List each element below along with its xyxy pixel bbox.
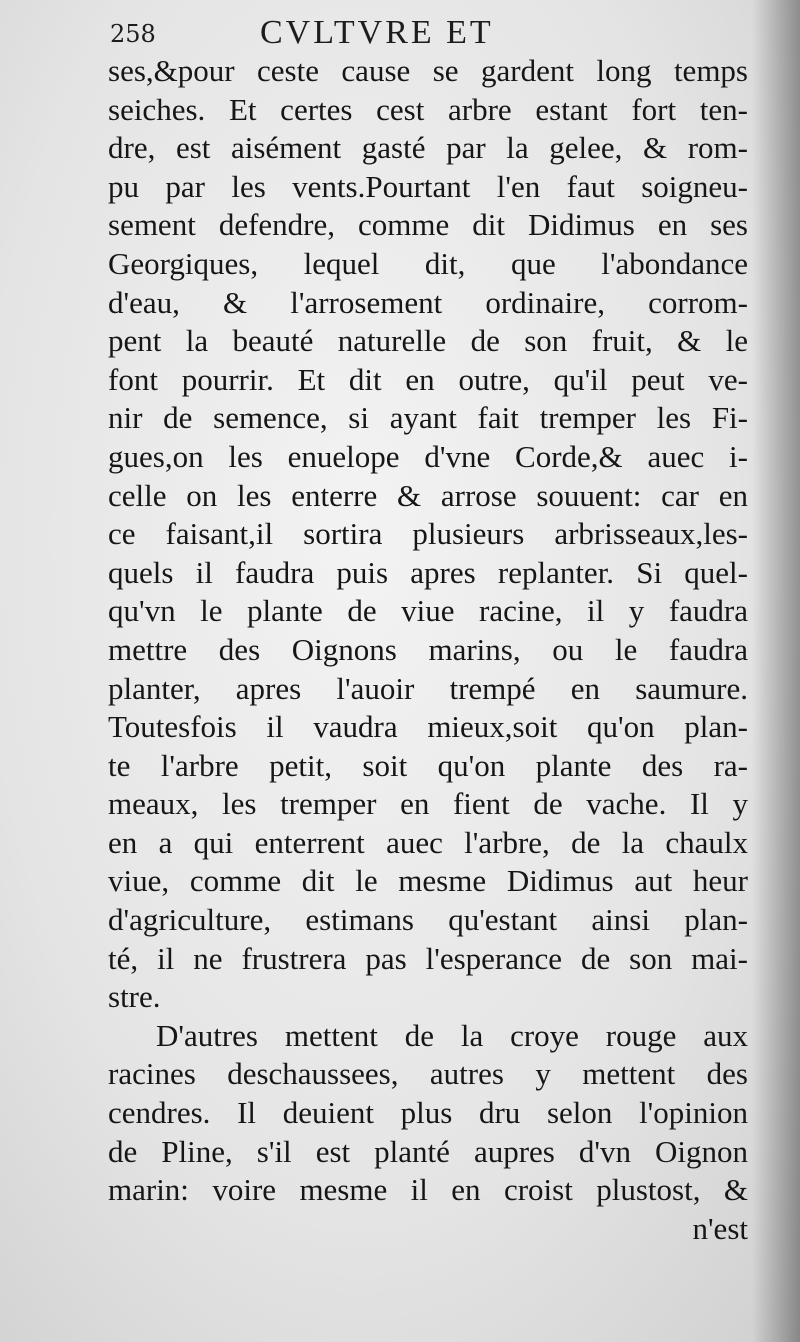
text-line: font pourrir. Et dit en outre, qu'il peut ve- bbox=[108, 361, 748, 397]
text-line: Toutesfois il vaudra mieux,soit qu'on plan- bbox=[108, 709, 748, 745]
text-line: celle on les enterre & arrose souuent: car en bbox=[108, 477, 748, 513]
text-line: ce faisant,il sortira plusieurs arbrisseaux,les- bbox=[108, 516, 748, 552]
running-head: CVLTVRE ET bbox=[260, 14, 494, 51]
text-line: Georgiques, lequel dit, que l'abondance bbox=[108, 245, 748, 281]
text-line: nir de semence, si ayant fait tremper les Fi- bbox=[108, 400, 748, 436]
text-line: de Pline, s'il est planté aupres d'vn Oignon bbox=[108, 1133, 748, 1169]
text-line: d'eau, & l'arrosement ordinaire, corrom- bbox=[108, 284, 748, 320]
page-edge-shadow bbox=[752, 0, 800, 1342]
text-line: sement defendre, comme dit Didimus en ses bbox=[108, 207, 748, 243]
text-line: marin: voire mesme il en croist plustost, & bbox=[108, 1172, 748, 1208]
text-line: en a qui enterrent auec l'arbre, de la chaulx bbox=[108, 824, 748, 860]
text-line: qu'vn le plante de viue racine, il y faudra bbox=[108, 593, 748, 629]
text-line: mettre des Oignons marins, ou le faudra bbox=[108, 631, 748, 667]
page-number: 258 bbox=[110, 20, 156, 48]
text-line: dre, est aisément gasté par la gelee, & rom- bbox=[108, 130, 748, 166]
text-line: stre. bbox=[108, 979, 161, 1015]
text-line: quels il faudra puis apres replanter. Si quel- bbox=[108, 554, 748, 590]
catchword: n'est bbox=[692, 1210, 748, 1246]
text-line: ses,&pour ceste cause se gardent long temps bbox=[108, 53, 748, 88]
text-line: gues,on les enuelope d'vne Corde,& auec i- bbox=[108, 438, 748, 474]
text-line: planter, apres l'auoir trempé en saumure. bbox=[108, 670, 748, 706]
text-line: racines deschaussees, autres y mettent des bbox=[108, 1056, 748, 1092]
text-line: pu par les vents.Pourtant l'en faut soigneu- bbox=[108, 168, 748, 204]
text-line: pent la beauté naturelle de son fruit, & le bbox=[108, 323, 748, 359]
text-line: meaux, les tremper en fient de vache. Il y bbox=[108, 786, 748, 822]
text-line: té, il ne frustrera pas l'esperance de son mai- bbox=[108, 940, 748, 976]
text-line: cendres. Il deuient plus dru selon l'opinion bbox=[108, 1095, 748, 1131]
text-line: viue, comme dit le mesme Didimus aut heur bbox=[108, 863, 748, 899]
paragraph-start-line: D'autres mettent de la croye rouge aux bbox=[156, 1017, 748, 1053]
text-line: te l'arbre petit, soit qu'on plante des ra- bbox=[108, 747, 748, 783]
body-text bbox=[108, 52, 748, 1248]
text-line: seiches. Et certes cest arbre estant fort ten- bbox=[108, 91, 748, 127]
text-line: d'agriculture, estimans qu'estant ainsi plan- bbox=[108, 902, 748, 938]
